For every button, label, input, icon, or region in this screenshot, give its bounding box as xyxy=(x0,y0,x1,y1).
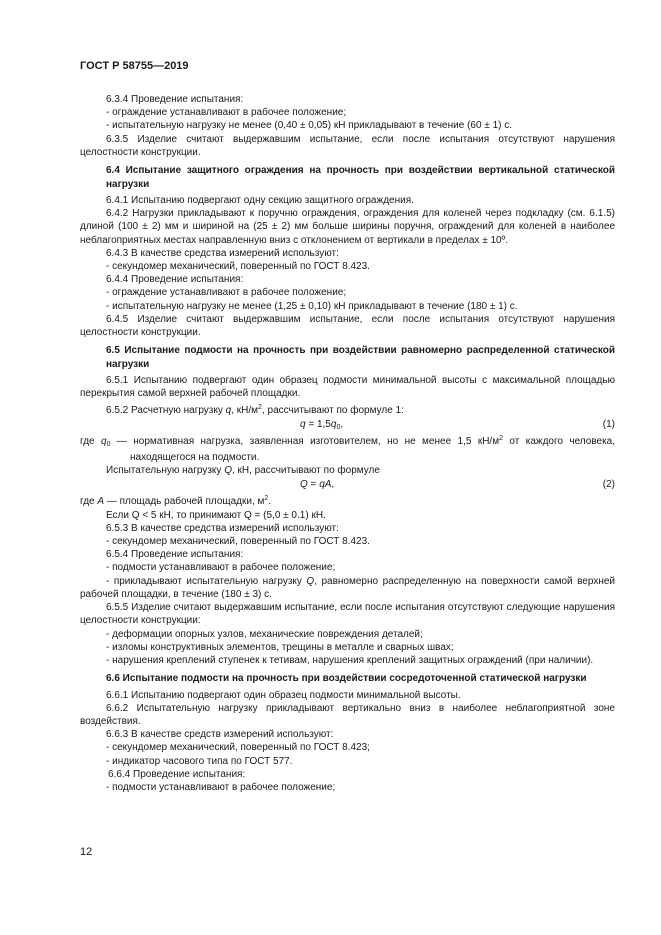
paragraph: 6.5.4 Проведение испытания: xyxy=(106,549,244,561)
list-item: - секундомер механический, поверенный по ГОСТ 8.423. xyxy=(106,536,370,548)
paragraph: 6.3.5 Изделие считают выдержавшим испытание, если после испытания отсутствуют нарушения целостности конструкции. xyxy=(80,133,615,158)
paragraph: Испытательную нагрузку Q, кН, рассчитывают по формуле xyxy=(106,465,380,477)
paragraph: 6.6.1 Испытанию подвергают один образец подмости минимальной высоты. xyxy=(106,689,461,701)
list-item: - ограждение устанавливают в рабочее положение; xyxy=(106,287,347,299)
section-heading-6-5: 6.5 Испытание подмости на прочность при воздействии равномерно распределенной статической нагрузки xyxy=(106,345,615,370)
list-item: - прикладывают испытательную нагрузку Q, равномерно распределенную на поверхности самой верхней рабочей площадки, в течение (180 ± 3) с. xyxy=(80,575,615,600)
paragraph: 6.6.2 Испытательную нагрузку прикладывают вертикально вниз в наиболее неблагоприятной зоне воздействия. xyxy=(80,702,615,728)
paragraph: 6.5.3 В качестве средства измерений используют: xyxy=(106,522,339,534)
formula-2: Q = qA, (2) xyxy=(300,479,615,491)
list-item: - индикатор часового типа по ГОСТ 577. xyxy=(106,755,293,767)
formula-1: $q = 1,5q_0$, (1) xyxy=(300,418,615,431)
list-item: - деформации опорных узлов, механические повреждения деталей; xyxy=(106,628,423,640)
list-item: - ограждение устанавливают в рабочее положение; xyxy=(106,107,347,119)
paragraph: 6.6.4 Проведение испытания: xyxy=(108,768,246,780)
list-item: - подмости устанавливают в рабочее положение; xyxy=(106,782,336,794)
paragraph: 6.4.1 Испытанию подвергают одну секцию защитного ограждения. xyxy=(106,195,414,207)
section-heading-6-6: 6.6 Испытание подмости на прочность при воздействии сосредоточенной статической нагрузки xyxy=(106,673,587,685)
formula-number: (2) xyxy=(602,479,615,491)
list-item: - секундомер механический, поверенный по ГОСТ 8.423; xyxy=(106,742,370,754)
list-item: - подмости устанавливают в рабочее положение; xyxy=(106,562,336,574)
paragraph: 6.4.2 Нагрузки прикладывают к поручню ограждения, ограждения для коленей через подкладку (см. 6.1.5) длиной (100 ± 2) мм и шириной на (25 ± 2) мм больше ширины поручня, ограждений для коленей в наиболее неблагоприятных местах направленную вниз с отклонением от вертикали в пределах ± 10º. xyxy=(80,208,615,246)
section-heading-6-4: 6.4 Испытание защитного ограждения на прочность при воздействии вертикальной статической нагрузки xyxy=(106,165,615,190)
list-item: - испытательную нагрузку не менее (1,25 ± 0,10) кН прикладывают в течение (180 ± 1) с. xyxy=(106,300,518,312)
list-item: - секундомер механический, поверенный по ГОСТ 8.423. xyxy=(106,261,370,273)
list-item: - нарушения креплений ступенек к тетивам, нарушения креплений защитных ограждений (при наличии). xyxy=(106,654,594,666)
list-item: - изломы конструктивных элементов, трещины в металле и сварных швах; xyxy=(106,641,454,653)
page-number: 12 xyxy=(80,846,93,858)
formula-legend: где А — площадь рабочей площадки, $м^2$. xyxy=(80,495,272,508)
paragraph: 6.4.4 Проведение испытания: xyxy=(106,274,244,286)
paragraph: Если Q < 5 кН, то принимают Q = (5,0 ± 0.1) кН. xyxy=(106,509,326,521)
document-body xyxy=(80,93,615,794)
paragraph: 6.4.3 В качестве средства измерений используют: xyxy=(106,247,339,259)
document-header: ГОСТ Р 58755—2019 xyxy=(80,60,189,72)
paragraph: 6.3.4 Проведение испытания: xyxy=(106,94,244,105)
list-item: - испытательную нагрузку не менее (0,40 ± 0,05) кН прикладывают в течение (60 ± 1) с. xyxy=(106,120,513,132)
formula-number: (1) xyxy=(602,418,615,430)
paragraph: 6.5.5 Изделие считают выдержавшим испытание, если после испытания отсутствуют следующие нарушения целостности конструкции: xyxy=(80,602,615,627)
paragraph: 6.5.1 Испытанию подвергают один образец подмости минимальной высоты с максимальной площадью перекрытия самой верхней рабочей площадки. xyxy=(80,375,615,400)
paragraph: 6.5.2 Расчетную нагрузку q, $кН/м^2$, рассчитывают по формуле 1: xyxy=(106,403,404,416)
paragraph: 6.6.3 В качестве средств измерений используют: xyxy=(106,729,334,741)
paragraph: 6.4.5 Изделие считают выдержавшим испытание, если после испытания отсутствуют нарушения целостности конструкции. xyxy=(80,313,615,339)
formula-legend: где $q_0$ — нормативная нагрузка, заявленная изготовителем, но не менее 1,5 $кН/м^2$ от каждого человека, находящегося на подмости. xyxy=(80,434,615,464)
